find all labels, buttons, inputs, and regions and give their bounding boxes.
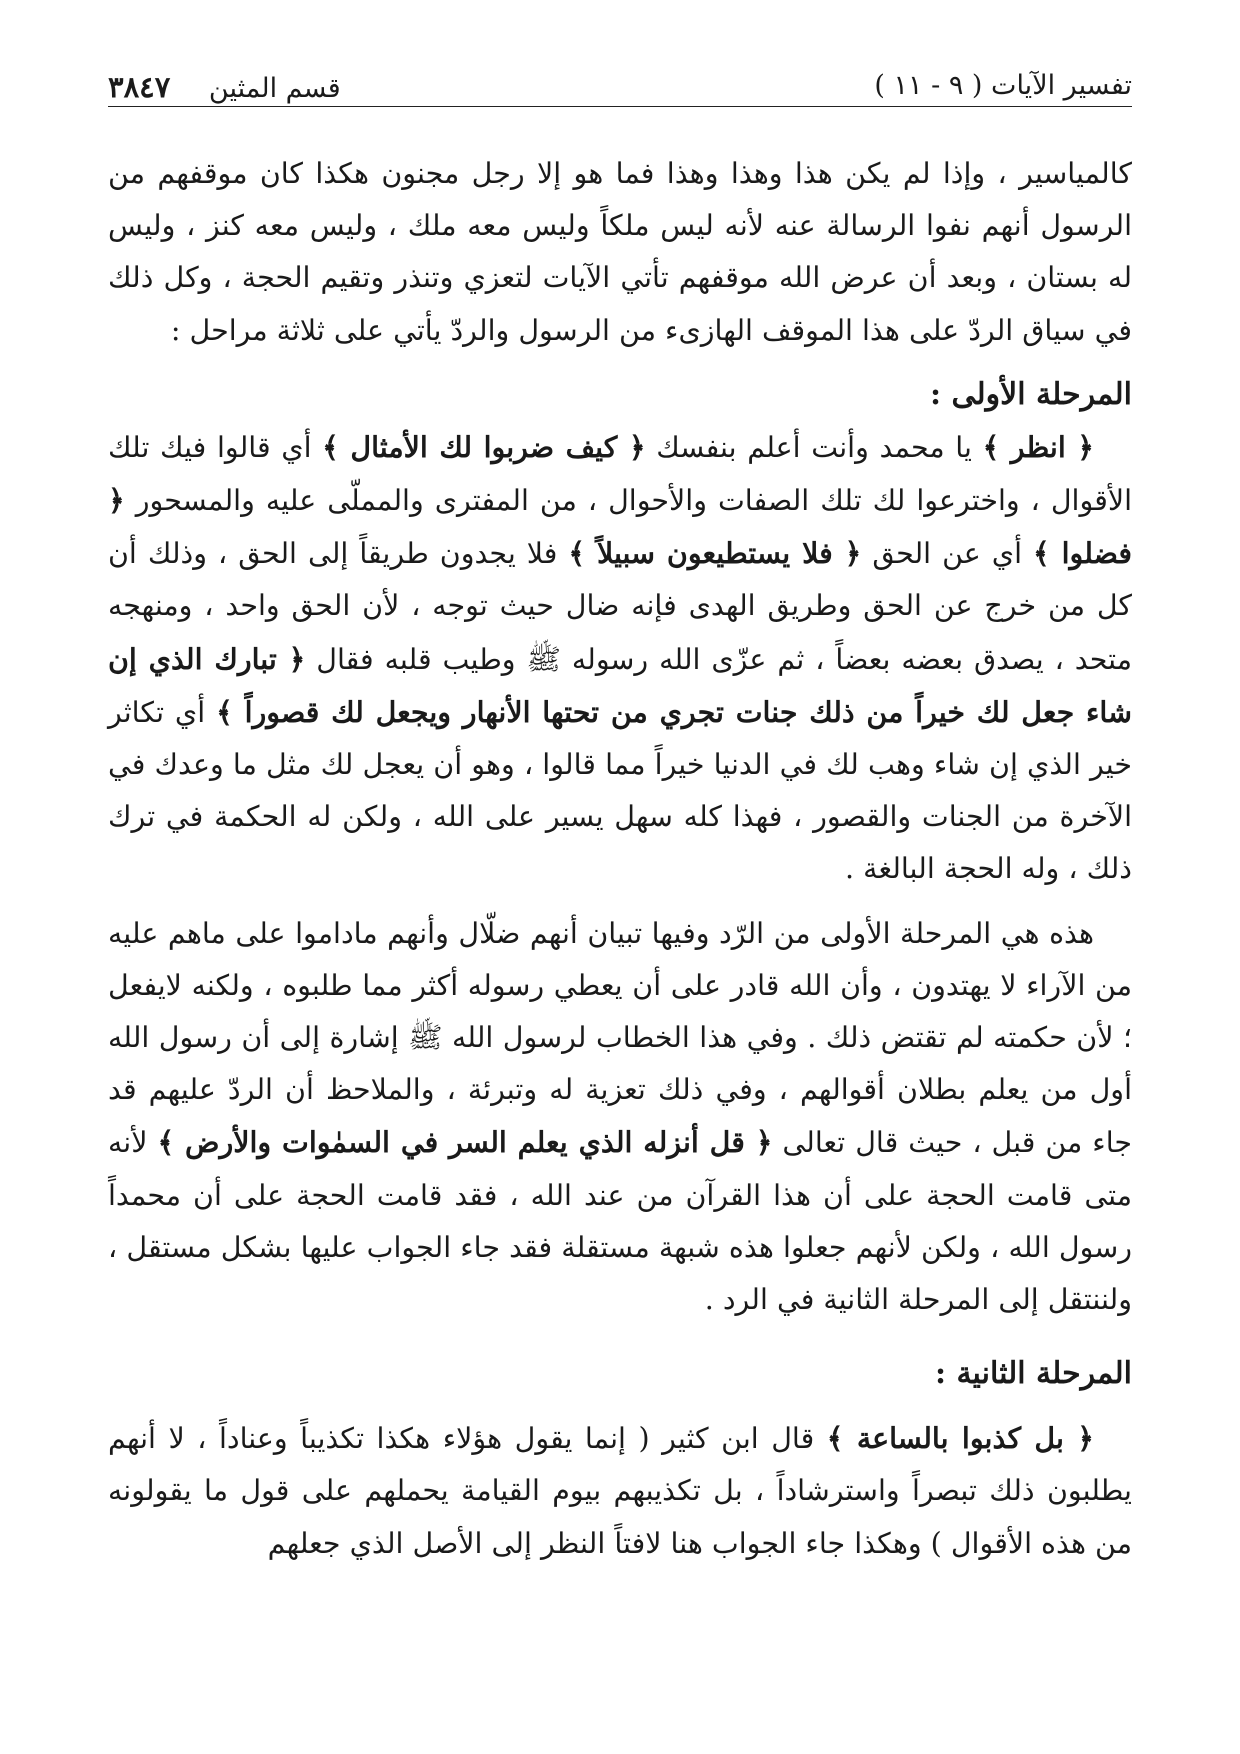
paragraph-text: لأنه متى قامت الحجة على أن هذا القرآن من عند الله ، فقد قامت الحجة على أن محمداً رسول الله ، ولكن لأنهم جعلوا هذه شبهة مستقلة فقد جاء الجواب عليها بشكل مستقل ، ولننتقل إلى المرحلة الثانية في الرد .	[108, 1126, 1132, 1317]
section-heading-first: المرحلة الأولى :	[930, 376, 1132, 412]
paragraph-text: يا محمد وأنت أعلم بنفسك	[645, 430, 983, 464]
quran-quote: ﴿ تبارك الذي إن شاء جعل لك خيراً من ذلك جنات تجري من تحتها الأنهار ويجعل لك قصوراً ﴾	[108, 641, 1132, 729]
paragraph-text: أي عن الحق	[861, 537, 1034, 571]
quran-quote: ﴿ فضلوا ﴾	[108, 483, 1132, 571]
paragraph-4	[108, 1412, 1132, 1570]
paragraph-text: هذه هي المرحلة الأولى من الرّد وفيها تبيان أنهم ضلّال وأنهم ماداموا على ماهم عليه من الآراء لا يهتدون ، وأن الله قادر على أن يعطي رسوله أكثر مما طلبوه ، ولكنه لايفعل ؛ لأن حكمته لم تقتض ذلك . وفي هذا الخطاب لرسول الله ﷺ إشارة إلى أن رسول الله أول من يعلم بطلان أقوالهم ، وفي ذلك تعزية له وتبرئة ، والملاحظ أن الردّ عليهم قد جاء من قبل ، حيث قال تعالى	[108, 916, 1132, 1160]
section-heading-second: المرحلة الثانية :	[934, 1356, 1132, 1392]
header-section-and-page	[108, 70, 341, 104]
quran-quote: ﴿ قل أنزله الذي يعلم السر في السمٰوات والأرض ﴾	[157, 1125, 773, 1160]
header-title: تفسير الآيات ( ٩ - ١١ )	[874, 70, 1132, 101]
quran-quote: ﴿ فلا يستطيعون سبيلاً ﴾	[568, 536, 862, 571]
quran-quote: ﴿ انظر ﴾	[982, 429, 1094, 464]
paragraph-2	[108, 421, 1132, 896]
page-number: ٣٨٤٧	[108, 70, 171, 104]
paragraph-text: قال ابن كثير ( إنما يقول هؤلاء هكذا تكذيباً وعناداً ، لا أنهم يطلبون ذلك تبصراً واسترشاداً ، بل تكذيبهم بيوم القيامة يحملهم على قول ما يقولونه من هذه الأقوال ) وهكذا جاء الجواب هنا لافتاً النظر إلى الأصل الذي جعلهم	[108, 1422, 1132, 1560]
quran-quote: ﴿ بل كذبوا بالساعة ﴾	[826, 1421, 1095, 1456]
quran-quote: ﴿ كيف ضربوا لك الأمثال ﴾	[322, 429, 646, 464]
running-header	[108, 62, 1132, 107]
paragraph-text: فلا يجدون طريقاً إلى الحق ، وذلك أن كل من خرج عن الحق وطريق الهدى فإنه ضال حيث توجه ، لأن الحق واحد ، ومنهجه متحد ، يصدق بعضه بعضاً ، ثم عزّى الله رسوله ﷺ وطيب قلبه فقال	[108, 537, 1133, 676]
header-section: قسم المثين	[208, 73, 341, 104]
paragraph-text: أي تكاثر خير الذي إن شاء وهب لك في الدنيا خيراً مما قالوا ، وهو أن يعجل لك مثل ما وعدك في الآخرة من الجنات والقصور ، فهذا كله سهل يسير على الله ، ولكن له الحكمة في ترك ذلك ، وله الحجة البالغة .	[108, 695, 1132, 886]
page-body	[108, 148, 1132, 1570]
paragraph-text: أي قالوا فيك تلك الأقوال ، واخترعوا لك تلك الصفات والأحوال ، من المفترى والمملّى عليه والمسحور	[108, 430, 1132, 518]
paragraph-3	[108, 908, 1132, 1327]
paragraph-1: كالمياسير ، وإذا لم يكن هذا وهذا وهذا فما هو إلا رجل مجنون هكذا كان موقفهم من الرسول أنهم نفوا الرسالة عنه لأنه ليس ملكاً وليس معه ملك ، وليس معه كنز ، وليس له بستان ، وبعد أن عرض الله موقفهم تأتي الآيات لتعزي وتنذر وتقيم الحجة ، وكل ذلك في سياق الردّ على هذا الموقف الهازىء من الرسول والردّ يأتي على ثلاثة مراحل :	[108, 157, 1132, 347]
